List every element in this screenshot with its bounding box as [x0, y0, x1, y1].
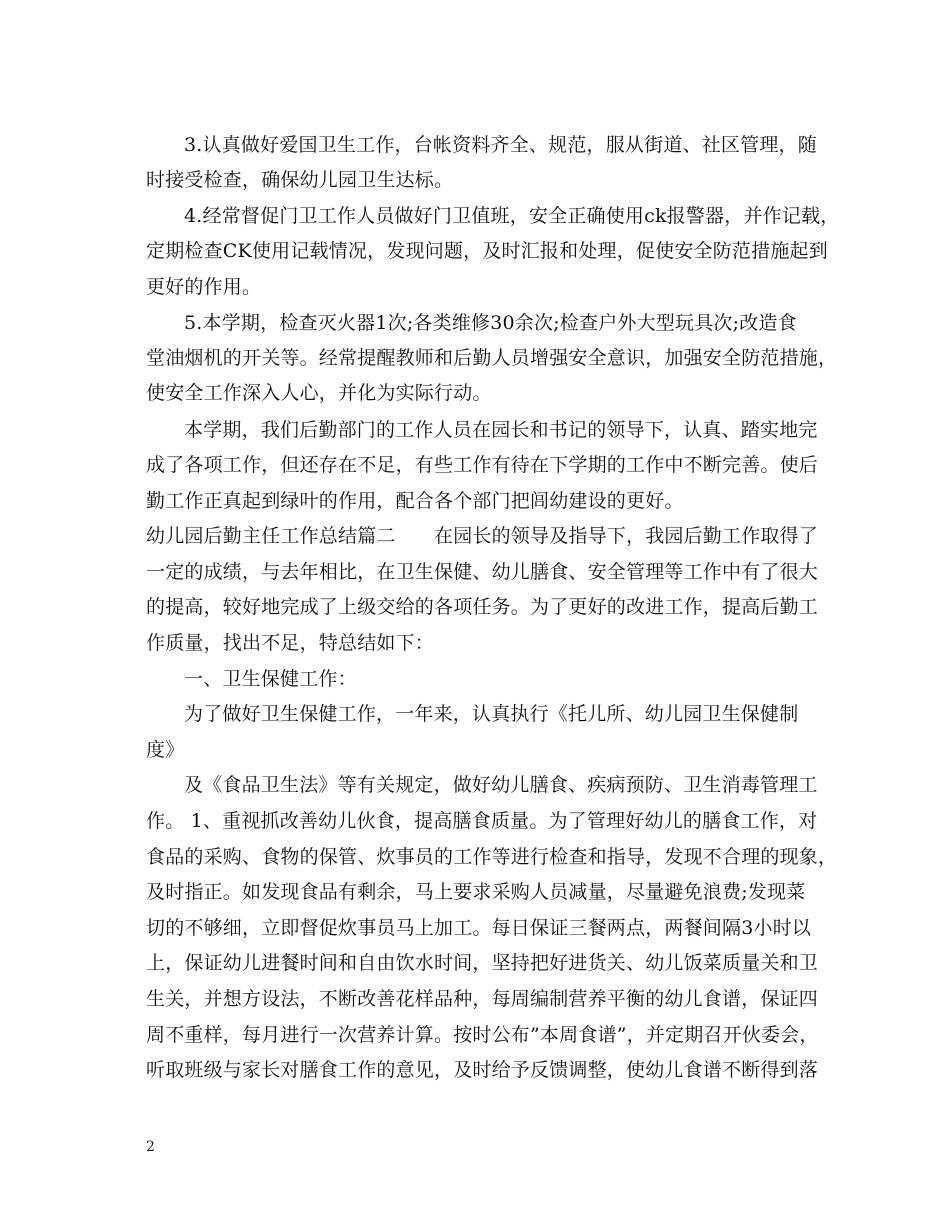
text-line: 作。 1、重视抓改善幼儿伙食，提高膳食质量。为了管理好幼儿的膳食工作，对 [146, 810, 818, 832]
text-line: 的提高，较好地完成了上级交给的各项任务。为了更好的改进工作，提高后勤工 [146, 596, 819, 618]
text-line: 作质量，找出不足，特总结如下： [146, 632, 435, 654]
text-line: 及时指正。如发现食品有剩余，马上要求采购人员减量，尽量避免浪费;发现菜 [146, 881, 806, 903]
text-line: 3.认真做好爱国卫生工作，台帐资料齐全、规范，服从街道、社区管理，随 [184, 134, 817, 156]
text-line: 本学期，我们后勤部门的工作人员在园长和书记的领导下，认真、踏实地完 [184, 419, 818, 441]
text-line: 生关，并想方设法，不断改善花样品种，每周编制营养平衡的幼儿食谱，保证四 [146, 988, 819, 1010]
text-line: 周不重样，每月进行一次营养计算。按时公布”本周食谱”，并定期召开伙委会， [146, 1024, 819, 1046]
text-line: 一定的成绩，与去年相比，在卫生保健、幼儿膳食、安全管理等工作中有了很大 [146, 561, 819, 583]
text-line: 及《食品卫生法》等有关规定，做好幼儿膳食、疾病预防、卫生消毒管理工 [184, 774, 818, 796]
text-line: 使安全工作深入人心，并化为实际行动。 [146, 382, 492, 404]
text-line: 堂油烟机的开关等。经常提醒教师和后勤人员增强安全意识，加强安全防范措施， [146, 347, 838, 369]
page-number: 2 [146, 1139, 155, 1155]
text-line: 成了各项工作，但还存在不足，有些工作有待在下学期的工作中不断完善。使后 [146, 454, 819, 476]
text-line: 时接受检查，确保幼儿园卫生达标。 [146, 169, 454, 191]
section-heading-line: 幼儿园后勤主任工作总结篇二 在园长的领导及指导下，我园后勤工作取得了 [146, 525, 819, 547]
text-line: 听取班级与家长对膳食工作的意见，及时给予反馈调整，使幼儿食谱不断得到落 [146, 1059, 819, 1081]
text-line: 食品的采购、食物的保管、炊事员的工作等进行检查和指导，发现不合理的现象， [146, 846, 838, 868]
text-line: 切的不够细，立即督促炊事员马上加工。每日保证三餐两点，两餐间隔3小时以 [146, 917, 812, 939]
text-line: 4.经常督促门卫工作人员做好门卫值班，安全正确使用ck报警器，并作记载， [184, 205, 840, 227]
text-line: 上，保证幼儿进餐时间和自由饮水时间，坚持把好进货关、幼儿饭菜质量关和卫 [146, 952, 819, 974]
text-line: 定期检查CK使用记载情况，发现问题，及时汇报和处理，促使安全防范措施起到 [146, 240, 828, 262]
subsection-heading-line: 一、卫生保健工作： [184, 668, 357, 690]
text-line: 为了做好卫生保健工作，一年来，认真执行《托儿所、幼儿园卫生保健制 [184, 703, 799, 725]
text-line: 更好的作用。 [146, 276, 262, 298]
text-line: 5.本学期，检查灭火器1次;各类维修30余次;检查户外大型玩具次;改造食 [184, 312, 797, 334]
text-line: 勤工作正真起到绿叶的作用，配合各个部门把闾幼建设的更好。 [146, 490, 684, 512]
text-line: 度》 [146, 739, 185, 761]
